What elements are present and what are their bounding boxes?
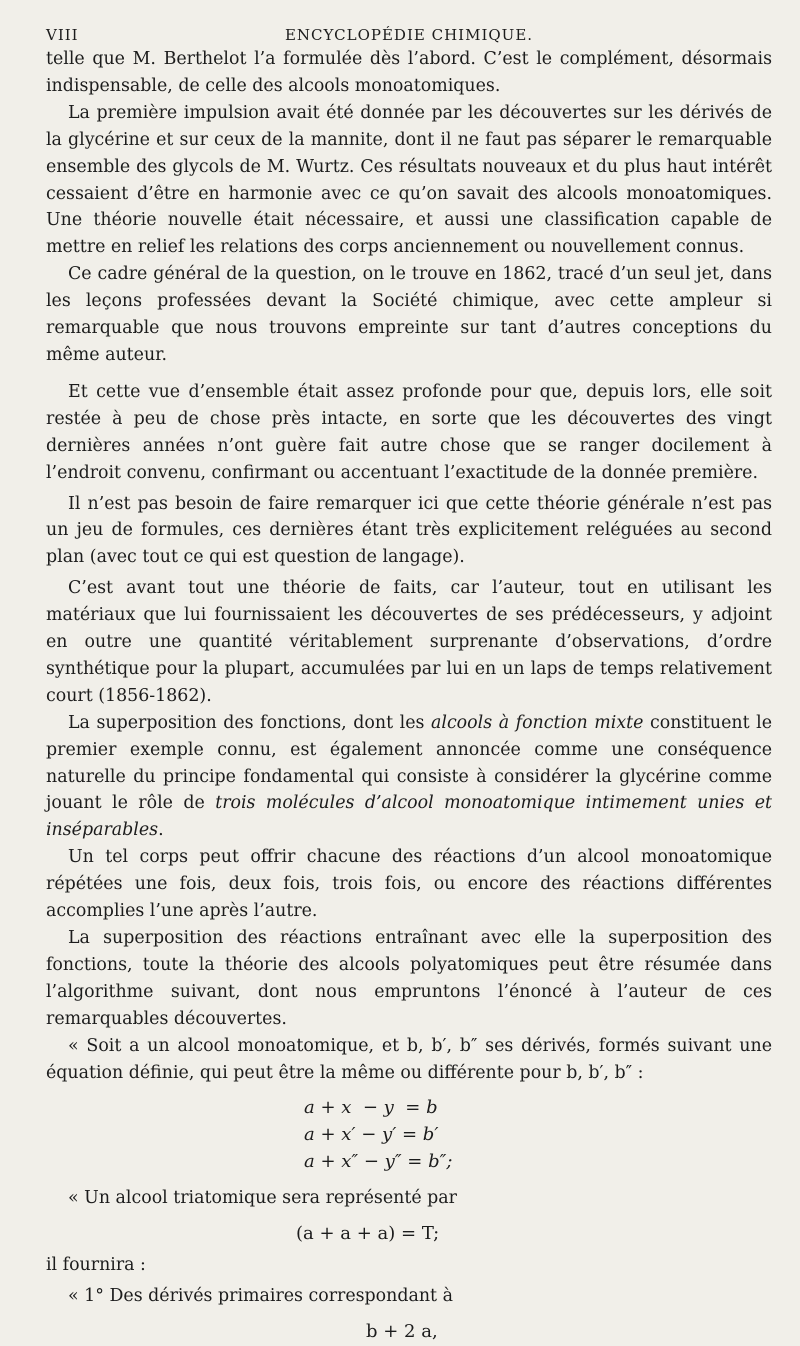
paragraph: La première impulsion avait été donnée par les découvertes sur les dérivés de la glycérine et sur ceux de la mannite, dont il ne faut pas séparer le remarquable ensemble des glycols de M. Wurtz. Ces résultats nouveaux et du plus haut intérêt cessaient d’être en harmonie avec ce qu’on savait des alcools monoatomiques. Une théorie nouvelle était nécessaire, et aussi une classification capable de mettre en relief les relations des corps anciennement ou nouvellement connus. bbox=[46, 102, 772, 258]
page bbox=[46, 18, 772, 1346]
paragraph: telle que M. Berthelot l’a formulée dès l’abord. C’est le complément, désormais indispensable, de celle des alcools monoatomiques. bbox=[46, 49, 772, 96]
quote-soit: « Soit a un alcool monoatomique, et b, b′, b″ ses dérivés, formés suivant une équation définie, qui peut être la même ou différente pour b, b′, b″ : bbox=[46, 1035, 772, 1083]
paragraph-mixte: La superposition des fonctions, dont les alcools à fonction mixte constituent le premier exemple connu, est également annoncée comme une conséquence naturelle du principe fondamental qui consiste à considérer la glycérine comme jouant le rôle de trois molécules d’alcool monoatomique intimement unies et inséparables. bbox=[46, 712, 773, 841]
page-body bbox=[46, 46, 772, 1346]
primary-equation: b + 2 a, bbox=[366, 1321, 438, 1343]
primary-derivatives: « 1° Des dérivés primaires correspondant à bbox=[68, 1286, 453, 1307]
paragraph: La superposition des réactions entraînant avec elle la superposition des fonctions, toute la théorie des alcools polyatomiques peut être résumée dans l’algorithme suivant, dont nous empruntons l’énoncé à l’auteur de ces remarquables découvertes. bbox=[46, 928, 772, 1029]
fournira-line: il fournira : bbox=[46, 1255, 146, 1276]
page-number: VIII bbox=[46, 26, 79, 44]
paragraph: Et cette vue d’ensemble était assez profonde pour que, depuis lors, elle soit restée à peu de chose près intacte, en sorte que les découvertes des vingt dernières années n’ont guère fait autre chose que se ranger docilement à l’endroit convenu, confirmant ou accentuant l’exactitude de la donnée première. bbox=[46, 381, 772, 483]
page-header bbox=[46, 18, 772, 46]
equation: a + x′ − y′ = b′ bbox=[304, 1124, 439, 1146]
paragraph: Un tel corps peut offrir chacune des réactions d’un alcool monoatomique répétées une fois, deux fois, trois fois, ou encore des réactions différentes accomplies l’une après l’autre. bbox=[46, 847, 772, 922]
running-title: ENCYCLOPÉDIE CHIMIQUE. bbox=[284, 26, 534, 44]
paragraph: Il n’est pas besoin de faire remarquer ici que cette théorie générale n’est pas un jeu de formules, ces dernières étant très explicitement reléguées au second plan (avec tout ce qui est question de langage). bbox=[46, 493, 772, 568]
paragraph: Ce cadre général de la question, on le trouve en 1862, tracé d’un seul jet, dans les leçons professées devant la Société chimique, avec cette ampleur si remarquable que nous trouvons empreinte sur tant d’autres conceptions du même auteur. bbox=[46, 264, 772, 365]
equation: a + x − y = b bbox=[304, 1097, 438, 1119]
equation: a + x″ − y″ = b″; bbox=[304, 1151, 453, 1173]
italic-phrase: alcools à fonction mixte bbox=[431, 712, 644, 733]
italic-phrase: trois molécules d’alcool monoatomique intimement unies et inséparables bbox=[46, 793, 772, 841]
paragraph: C’est avant tout une théorie de faits, car l’auteur, tout en utilisant les matériaux que lui fournissaient les découvertes de ses prédécesseurs, y adjoint en outre une quantité véritablement surprenante d’observations, d’ordre synthétique pour la plupart, accumulées par lui en un laps de temps relativement court (1856-1862). bbox=[46, 578, 772, 706]
triatomic-equation: (a + a + a) = T; bbox=[296, 1223, 440, 1245]
triatomic-intro: « Un alcool triatomique sera représenté par bbox=[68, 1188, 457, 1209]
equation-block bbox=[46, 1094, 772, 1175]
